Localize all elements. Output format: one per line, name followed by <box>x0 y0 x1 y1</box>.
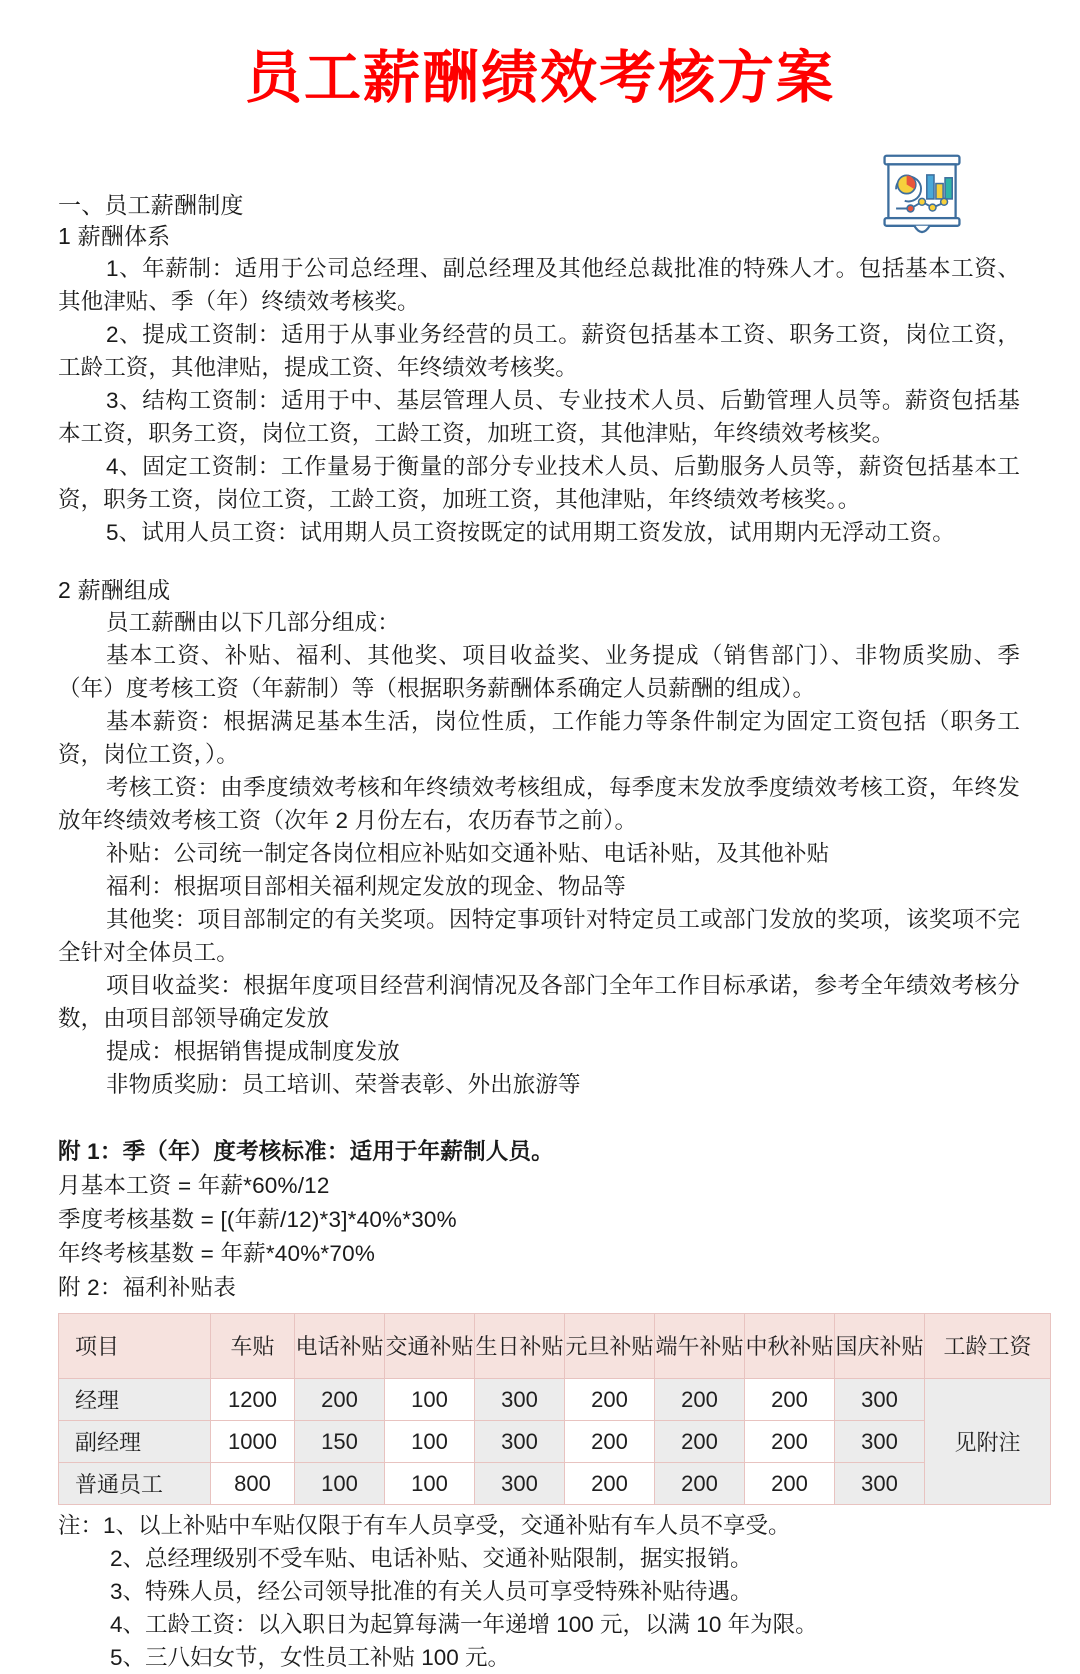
cell-midautumn: 200 <box>745 1463 835 1505</box>
col-header-item: 项目 <box>59 1314 211 1379</box>
section1-item-2: 2、提成工资制：适用于从事业务经营的员工。薪资包括基本工资、职务工资，岗位工资，工龄工资，其他津贴，提成工资、年终绩效考核奖。 <box>58 322 1020 380</box>
cell-newyear: 200 <box>565 1463 655 1505</box>
appendix1-formula-2: 季度考核基数 = [(年薪/12)*3]*40%*30% <box>58 1207 457 1232</box>
cell-nationalday: 300 <box>835 1379 925 1421</box>
section1-item-3: 3、结构工资制：适用于中、基层管理人员、专业技术人员、后勤管理人员等。薪资包括基本工资，职务工资，岗位工资，工龄工资，加班工资，其他津贴，年终绩效考核奖。 <box>58 388 1020 446</box>
cell-transport: 100 <box>385 1463 475 1505</box>
section2-paragraph-2: 基本薪资：根据满足基本生活，岗位性质，工作能力等条件制定为固定工资包括（职务工资，岗位工资，）。 <box>58 709 1020 767</box>
cell-birthday: 300 <box>475 1421 565 1463</box>
table-row <box>59 1463 1051 1505</box>
title-bar <box>0 0 1080 112</box>
note-item-3: 3、特殊人员，经公司领导批准的有关人员可享受特殊补贴待遇。 <box>110 1579 753 1604</box>
section2-paragraph-5: 福利：根据项目部相关福利规定发放的现金、物品等 <box>106 874 626 899</box>
note-item-2: 2、总经理级别不受车贴、电话补贴、交通补贴限制，据实报销。 <box>110 1546 753 1571</box>
table-row <box>59 1379 1051 1421</box>
section2-subheading: 2 薪酬组成 <box>58 577 171 603</box>
notes-label: 注： <box>58 1513 104 1538</box>
row-label: 经理 <box>59 1379 211 1421</box>
col-header-dragonboat: 端午补贴 <box>655 1314 745 1379</box>
cell-phone: 150 <box>295 1421 385 1463</box>
col-header-transport: 交通补贴 <box>385 1314 475 1379</box>
document-body <box>58 190 1032 1674</box>
section2-paragraph-7: 项目收益奖：根据年度项目经营利润情况及各部门全年工作目标承诺，参考全年绩效考核分数，由项目部领导确定发放 <box>58 973 1020 1031</box>
cell-transport: 100 <box>385 1379 475 1421</box>
benefits-table <box>58 1313 1051 1505</box>
cell-midautumn: 200 <box>745 1379 835 1421</box>
cell-seniority-merged: 见附注 <box>925 1379 1051 1505</box>
cell-transport: 100 <box>385 1421 475 1463</box>
cell-phone: 200 <box>295 1379 385 1421</box>
col-header-midautumn: 中秋补贴 <box>745 1314 835 1379</box>
appendix1-heading: 附 1：季（年）度考核标准：适用于年薪制人员。 <box>58 1139 554 1164</box>
cell-nationalday: 300 <box>835 1463 925 1505</box>
spacer <box>58 1101 1020 1135</box>
section2-paragraph-9: 非物质奖励：员工培训、荣誉表彰、外出旅游等 <box>106 1072 581 1097</box>
cell-newyear: 200 <box>565 1379 655 1421</box>
section1-item-4: 4、固定工资制：工作量易于衡量的部分专业技术人员、后勤服务人员等，薪资包括基本工资，职务工资，岗位工资，工龄工资，加班工资，其他津贴，年终绩效考核奖。。 <box>58 454 1020 512</box>
row-label: 普通员工 <box>59 1463 211 1505</box>
col-header-newyear: 元旦补贴 <box>565 1314 655 1379</box>
section1-item-5: 5、试用人员工资：试用期人员工资按既定的试用期工资发放，试用期内无浮动工资。 <box>106 520 955 545</box>
row-label: 副经理 <box>59 1421 211 1463</box>
table-header <box>59 1314 1051 1379</box>
cell-car: 1000 <box>211 1421 295 1463</box>
table-row <box>59 1421 1051 1463</box>
note-item-4: 4、工龄工资：以入职日为起算每满一年递增 100 元，以满 10 年为限。 <box>110 1612 818 1637</box>
note-first-row <box>58 1509 1020 1542</box>
cell-birthday: 300 <box>475 1379 565 1421</box>
page-title: 员工薪酬绩效考核方案 <box>245 46 835 110</box>
section1-item-1: 1、年薪制：适用于公司总经理、副总经理及其他经总裁批准的特殊人才。包括基本工资、其他津贴、季（年）终绩效考核奖。 <box>58 256 1020 314</box>
section2-intro: 员工薪酬由以下几部分组成： <box>106 610 400 635</box>
col-header-car: 车贴 <box>211 1314 295 1379</box>
cell-dragonboat: 200 <box>655 1463 745 1505</box>
cell-newyear: 200 <box>565 1421 655 1463</box>
note-item-1: 1、以上补贴中车贴仅限于有车人员享受，交通补贴有车人员不享受。 <box>103 1513 791 1538</box>
cell-dragonboat: 200 <box>655 1379 745 1421</box>
cell-dragonboat: 200 <box>655 1421 745 1463</box>
table-body <box>59 1379 1051 1505</box>
col-header-phone: 电话补贴 <box>295 1314 385 1379</box>
cell-birthday: 300 <box>475 1463 565 1505</box>
cell-phone: 100 <box>295 1463 385 1505</box>
section2-paragraph-3: 考核工资：由季度绩效考核和年终绩效考核组成，每季度末发放季度绩效考核工资，年终发放年终绩效考核工资（次年 2 月份左右，农历春节之前）。 <box>58 775 1020 833</box>
cell-midautumn: 200 <box>745 1421 835 1463</box>
appendix1-formula-3: 年终考核基数 = 年薪*40%*70% <box>58 1241 376 1266</box>
col-header-birthday: 生日补贴 <box>475 1314 565 1379</box>
section1-heading: 一、员工薪酬制度 <box>58 192 244 218</box>
appendix1-formula-1: 月基本工资 = 年薪*60%/12 <box>58 1173 330 1198</box>
section1-subheading: 1 薪酬体系 <box>58 223 171 249</box>
note-item-5: 5、三八妇女节，女性员工补贴 100 元。 <box>110 1645 511 1670</box>
cell-nationalday: 300 <box>835 1421 925 1463</box>
section2-paragraph-1: 基本工资、补贴、福利、其他奖、项目收益奖、业务提成（销售部门）、非物质奖励、季（年）度考核工资（年薪制）等（根据职务薪酬体系确定人员薪酬的组成）。 <box>58 643 1020 701</box>
table-header-row <box>59 1314 1051 1379</box>
col-header-seniority: 工龄工资 <box>925 1314 1051 1379</box>
spacer <box>58 549 1020 575</box>
cell-car: 800 <box>211 1463 295 1505</box>
section2-paragraph-8: 提成：根据销售提成制度发放 <box>106 1039 400 1064</box>
section2-paragraph-6: 其他奖：项目部制定的有关奖项。因特定事项针对特定员工或部门发放的奖项，该奖项不完全针对全体员工。 <box>58 907 1020 965</box>
appendix2-heading: 附 2：福利补贴表 <box>58 1275 237 1300</box>
cell-car: 1200 <box>211 1379 295 1421</box>
notes-block <box>58 1509 1020 1674</box>
section2-paragraph-4: 补贴：公司统一制定各岗位相应补贴如交通补贴、电话补贴，及其他补贴 <box>106 841 830 866</box>
benefits-table-wrapper <box>58 1313 1050 1505</box>
col-header-nationalday: 国庆补贴 <box>835 1314 925 1379</box>
